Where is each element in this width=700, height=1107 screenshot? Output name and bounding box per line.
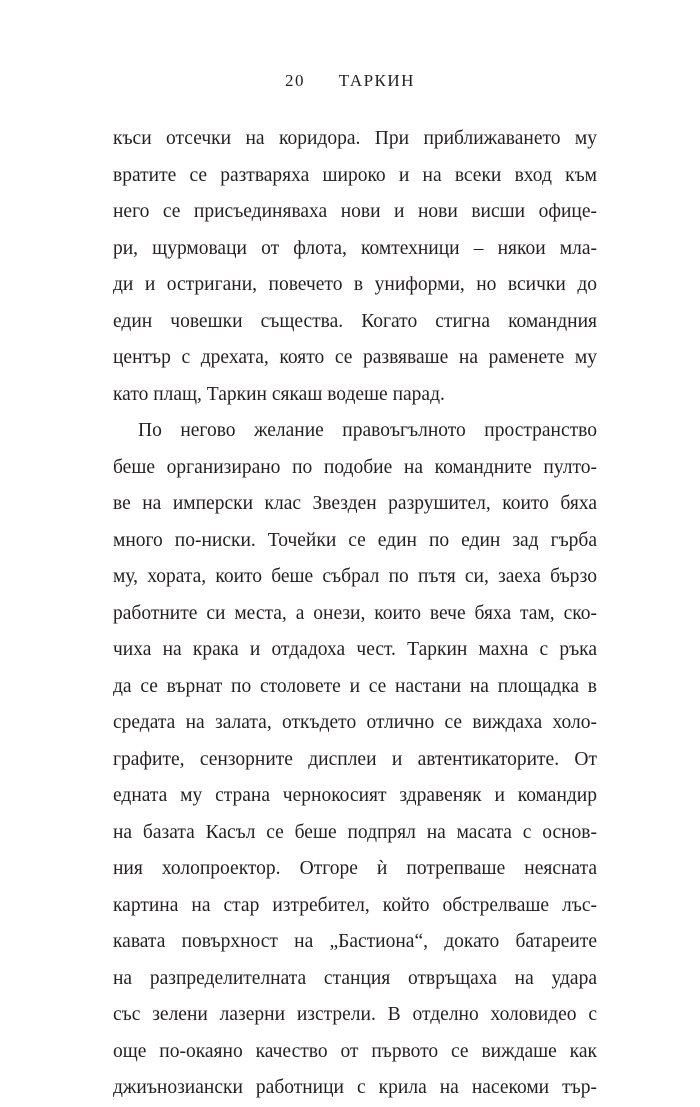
text-line: графите, сензорните дисплеи и автентикаторите. От (113, 748, 597, 770)
text-line: център с дрехата, която се развяваше на раменете му (113, 347, 597, 368)
text-line: на базата Касъл се беше подпрял на масата с основ- (113, 821, 597, 843)
text-line: джиънозиански работници с крила на насекоми тър- (113, 1077, 597, 1098)
text-line: му, хората, които беше събрал по пътя си, заеха бързо (113, 566, 597, 587)
text-line: като плащ, Таркин сякаш водеше парад. (113, 383, 445, 405)
text-line: на разпределителната станция отвръщаха на удара (113, 967, 597, 989)
text-line: чиха на крака и отдадоха чест. Таркин махна с ръка (113, 639, 597, 660)
text-line: кавата повърхност на „Бастиона“, докато батареите (113, 931, 597, 952)
text-line: вратите се разтваряха широко и на всеки вход към (113, 164, 597, 186)
text-line: ния холопроектор. Отгоре ѝ потрепваше неясната (113, 858, 597, 879)
text-line: ве на имперски клас Звезден разрушител, които бяха (113, 493, 597, 514)
text-line: един човешки същества. Когато стигна командния (113, 310, 597, 332)
text-line: картина на стар изтребител, който обстрелваше лъс- (113, 894, 597, 916)
text-line: много по-ниски. Точейки се един по един зад гърба (113, 529, 597, 551)
text-line: беше организирано по подобие на командните пулто- (113, 456, 597, 478)
text-line: По негово желание правоъгълното пространство (138, 420, 597, 441)
text-line: ри, щурмоваци от флота, комтехници – някои мла- (113, 237, 597, 259)
text-line: ди и остригани, повечето в униформи, но всички до (113, 274, 597, 295)
text-line: още по-окаяно качество от първото се виждаше как (113, 1040, 597, 1062)
text-line: средата на залата, откъдето отлично се виждаха холо- (113, 712, 597, 733)
page-number: 20 (285, 71, 306, 90)
text-line: да се върнат по столовете и се настани на площадка в (113, 675, 597, 697)
text-line: къси отсечки на коридора. При приближаването му (113, 128, 597, 149)
text-line: работните си места, а онези, които вече бяха там, ско- (113, 602, 597, 624)
running-head (0, 71, 700, 91)
body-text (113, 121, 597, 1107)
text-line: със зелени лазерни изстрели. В отделно холовидео с (113, 1004, 597, 1025)
text-line: едната му страна чернокосият здравеняк и командир (113, 785, 597, 806)
text-line: него се присъединяваха нови и нови висши офице- (113, 201, 597, 222)
running-title: ТАРКИН (338, 71, 415, 90)
